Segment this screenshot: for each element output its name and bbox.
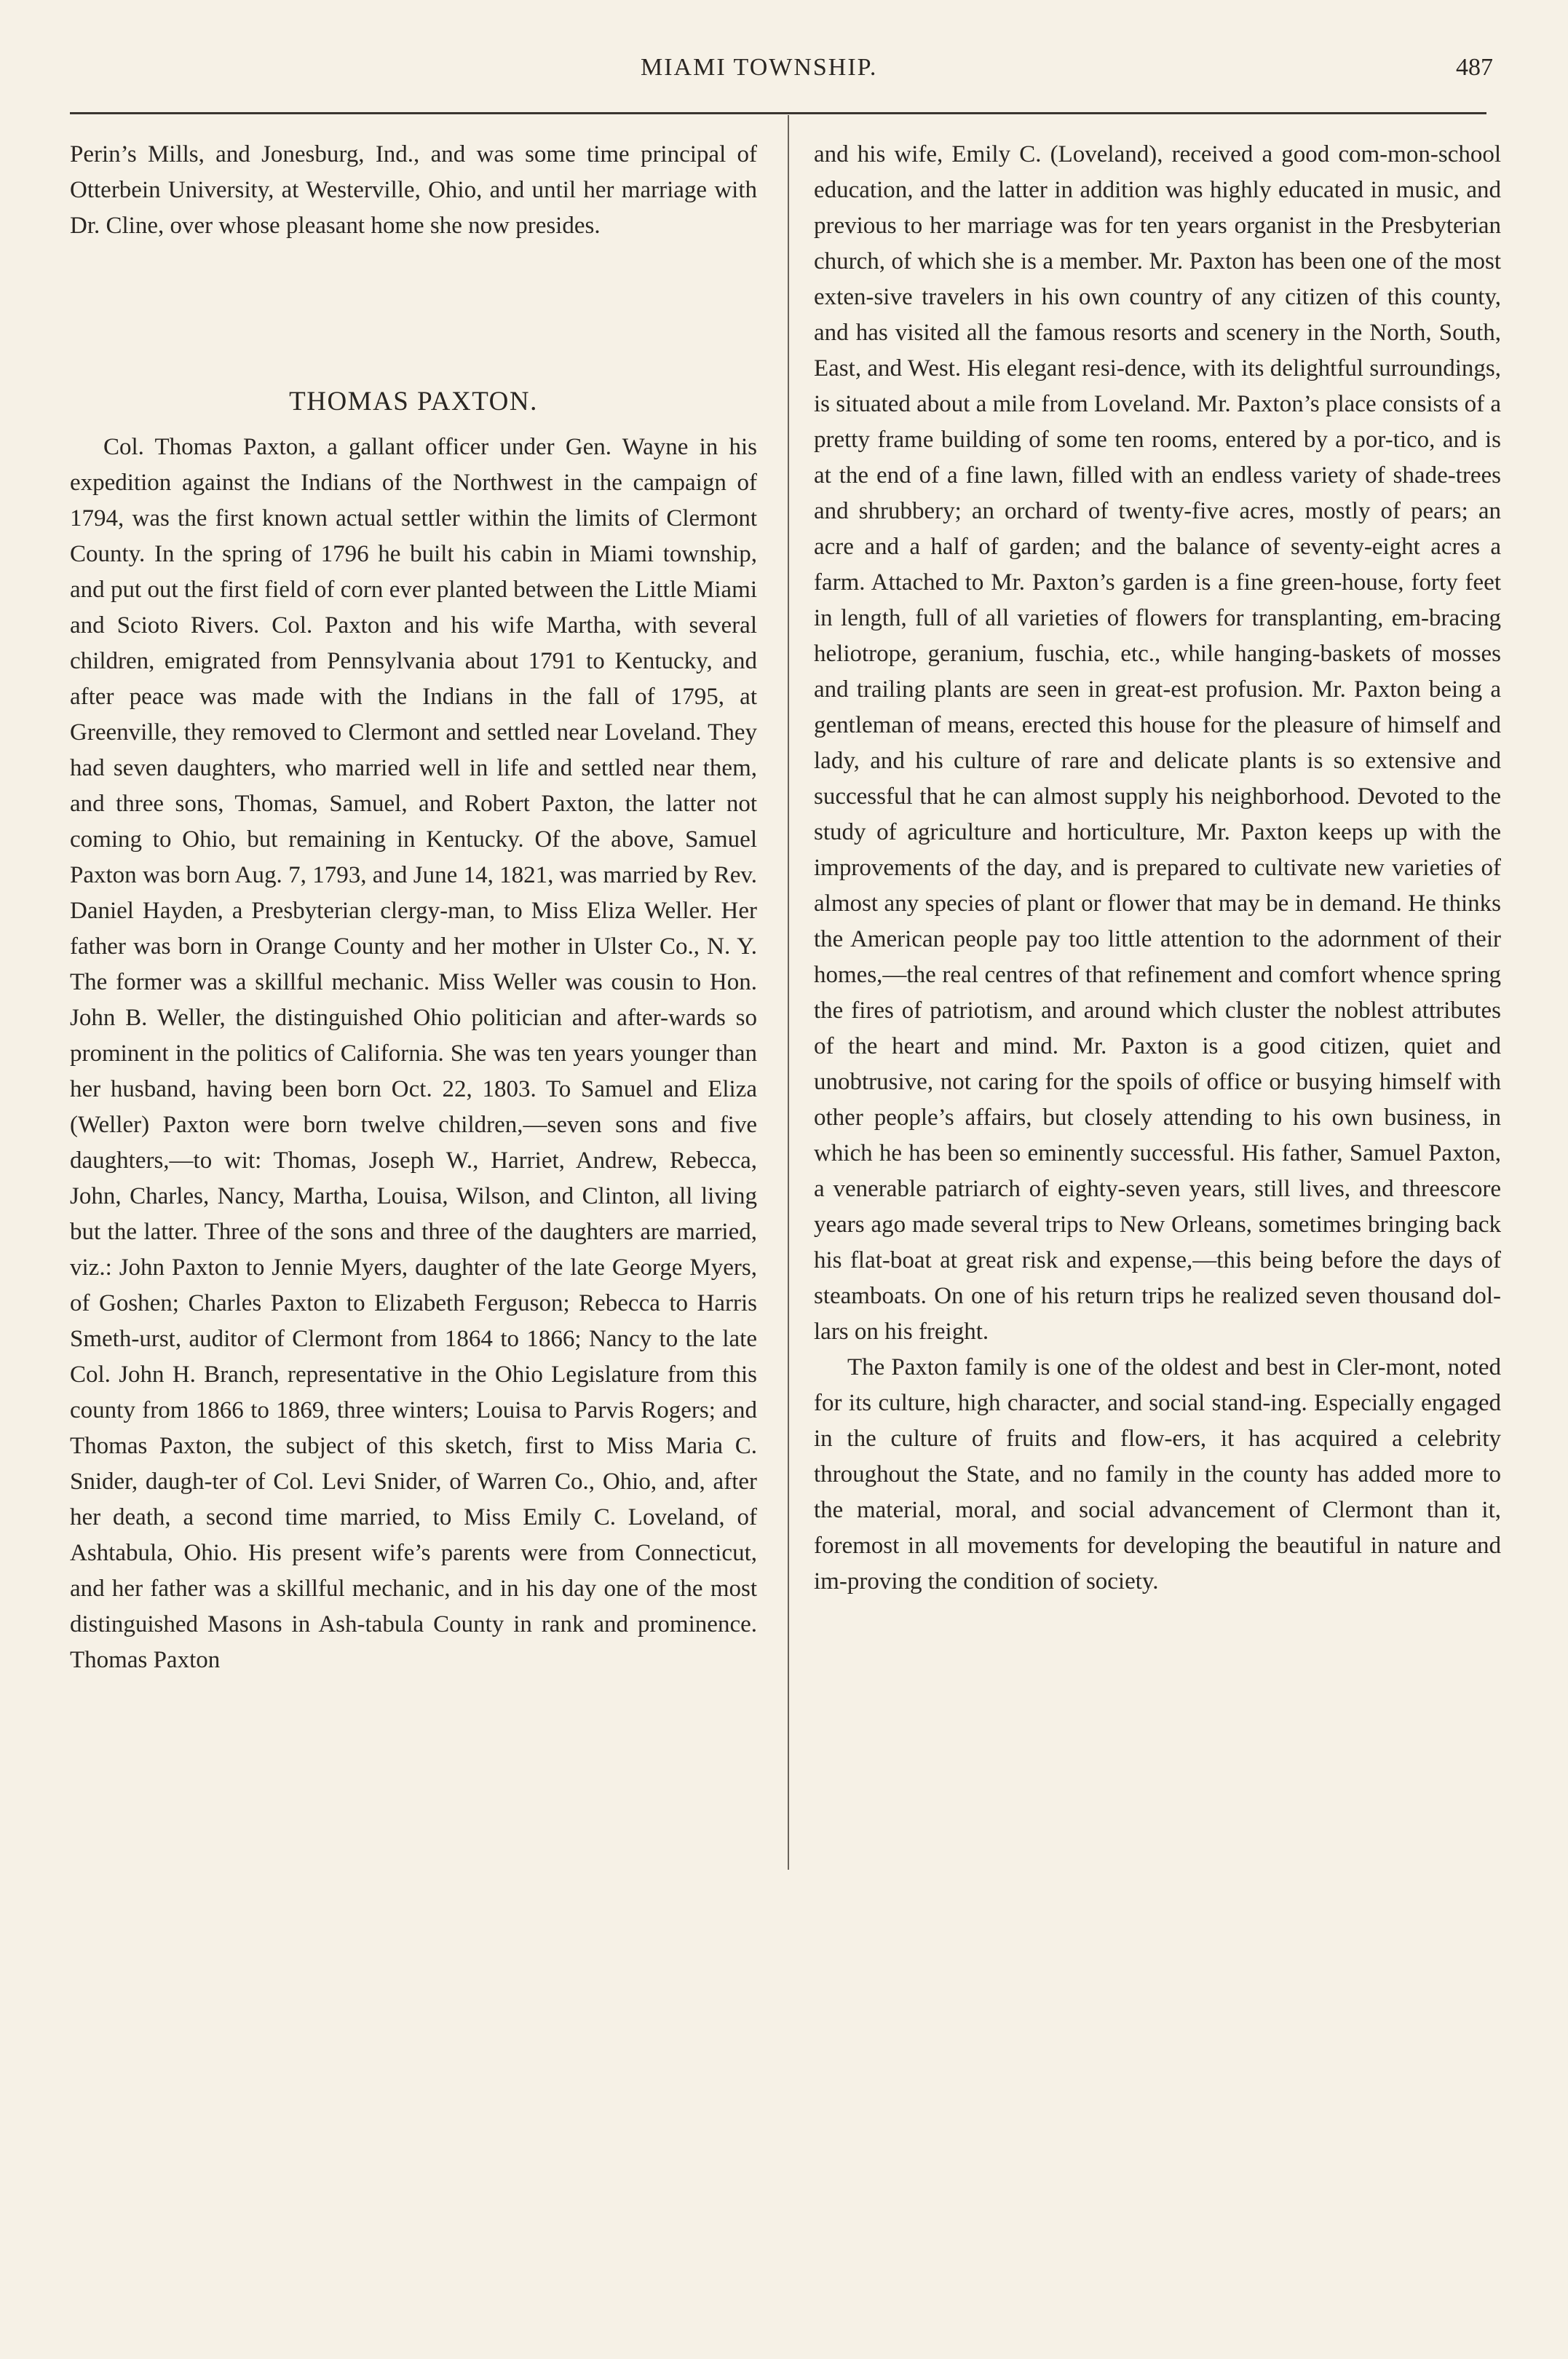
right-paragraph-2: The Paxton family is one of the oldest and best in Cler-mont, noted for its culture, high character, and social stand-ing. Especially engaged in the culture of fruits and flow-ers, it has acquired a celebrity throughout the State, and no family in the county has added more to the material, moral, and social advancement of Clermont than it, foremost in all movements for developing the beautiful in nature and im-proving the condition of society. xyxy=(814,1354,1501,1595)
column-divider xyxy=(788,115,789,1870)
running-head-title: MIAMI TOWNSHIP. xyxy=(641,54,878,81)
intro-paragraph: Perin’s Mills, and Jonesburg, Ind., and was some time principal of Otterbein University, at Westerville, Ohio, and until her marriage with Dr. Cline, over whose pleasant home she now presides. xyxy=(70,141,757,239)
right-paragraph-1: and his wife, Emily C. (Loveland), received a good com-mon-school education, and the latter in addition was highly educated in music, and previous to her marriage was for ten years organist in the Presbyterian church, of which she is a member. Mr. Paxton has been one of the most exten-sive travelers in his own country of any citizen of this county, and has visited all the famous resorts and scenery in the North, South, East, and West. His elegant resi-dence, with its delightful surroundings, is situated about a mile from Loveland. Mr. Paxton’s place consists of a pretty frame building of some ten rooms, entered by a por-tico, and is at the end of a fine lawn, filled with an endless variety of shade-trees and shrubbery; an orchard of twenty-five acres, mostly of pears; an acre and a half of garden; and the balance of seventy-eight acres a farm. Attached to Mr. Paxton’s garden is a fine green-house, forty feet in length, full of all varieties of flowers for transplanting, em-bracing heliotrope, geranium, fuschia, etc., while hanging-baskets of mosses and trailing plants are seen in great-est profusion. Mr. Paxton being a gentleman of means, erected this house for the pleasure of himself and lady, and his culture of rare and delicate plants is so extensive and successful that he can almost supply his neighborhood. Devoted to the study of agriculture and horticulture, Mr. Paxton keeps up with the improvements of the day, and is prepared to cultivate new varieties of almost any species of plant or flower that may be in demand. He thinks the American people pay too little attention to the adornment of their homes,—the real centres of that refinement and comfort whence spring the fires of patriotism, and around which cluster the noblest attributes of the heart and mind. Mr. Paxton is a good citizen, quiet and unobtrusive, not caring for the spoils of office or busying himself with other people’s affairs, but closely attending to his own business, in which he has been so eminently successful. His father, Samuel Paxton, a venerable patriarch of eighty-seven years, still lives, and threescore years ago made several trips to New Orleans, sometimes bringing back his flat-boat at great risk and expense,—this being before the days of steamboats. On one of his return trips he realized seven thousand dol-lars on his freight. xyxy=(814,141,1501,1345)
right-column xyxy=(814,137,1501,1600)
left-column-intro xyxy=(70,137,757,244)
page-number: 487 xyxy=(1456,54,1493,81)
header-rule xyxy=(70,112,1486,114)
left-column-body xyxy=(70,430,757,1678)
body-paragraph: Col. Thomas Paxton, a gallant officer under Gen. Wayne in his expedition against the Indians of the Northwest in the campaign of 1794, was the first known actual settler within the limits of Clermont County. In the spring of 1796 he built his cabin in Miami township, and put out the first field of corn ever planted between the Little Miami and Scioto Rivers. Col. Paxton and his wife Martha, with several children, emigrated from Pennsylvania about 1791 to Kentucky, and after peace was made with the Indians in the fall of 1795, at Greenville, they removed to Clermont and settled near Loveland. They had seven daughters, who married well in life and settled near them, and three sons, Thomas, Samuel, and Robert Paxton, the latter not coming to Ohio, but remaining in Kentucky. Of the above, Samuel Paxton was born Aug. 7, 1793, and June 14, 1821, was married by Rev. Daniel Hayden, a Presbyterian clergy-man, to Miss Eliza Weller. Her father was born in Orange County and her mother in Ulster Co., N. Y. The former was a skillful mechanic. Miss Weller was cousin to Hon. John B. Weller, the distinguished Ohio politician and after-wards so prominent in the politics of California. She was ten years younger than her husband, having been born Oct. 22, 1803. To Samuel and Eliza (Weller) Paxton were born twelve children,—seven sons and five daughters,—to wit: Thomas, Joseph W., Harriet, Andrew, Rebecca, John, Charles, Nancy, Martha, Louisa, Wilson, and Clinton, all living but the latter. Three of the sons and three of the daughters are married, viz.: John Paxton to Jennie Myers, daughter of the late George Myers, of Goshen; Charles Paxton to Elizabeth Ferguson; Rebecca to Harris Smeth-urst, auditor of Clermont from 1864 to 1866; Nancy to the late Col. John H. Branch, representative in the Ohio Legislature from this county from 1866 to 1869, three winters; Louisa to Parvis Rogers; and Thomas Paxton, the subject of this sketch, first to Miss Maria C. Snider, daugh-ter of Col. Levi Snider, of Warren Co., Ohio, and, after her death, a second time married, to Miss Emily C. Loveland, of Ashtabula, Ohio. His present wife’s parents were from Connecticut, and her father was a skillful mechanic, and in his day one of the most distinguished Masons in Ash-tabula County in rank and prominence. Thomas Paxton xyxy=(70,434,757,1673)
section-heading: THOMAS PAXTON. xyxy=(289,387,538,416)
